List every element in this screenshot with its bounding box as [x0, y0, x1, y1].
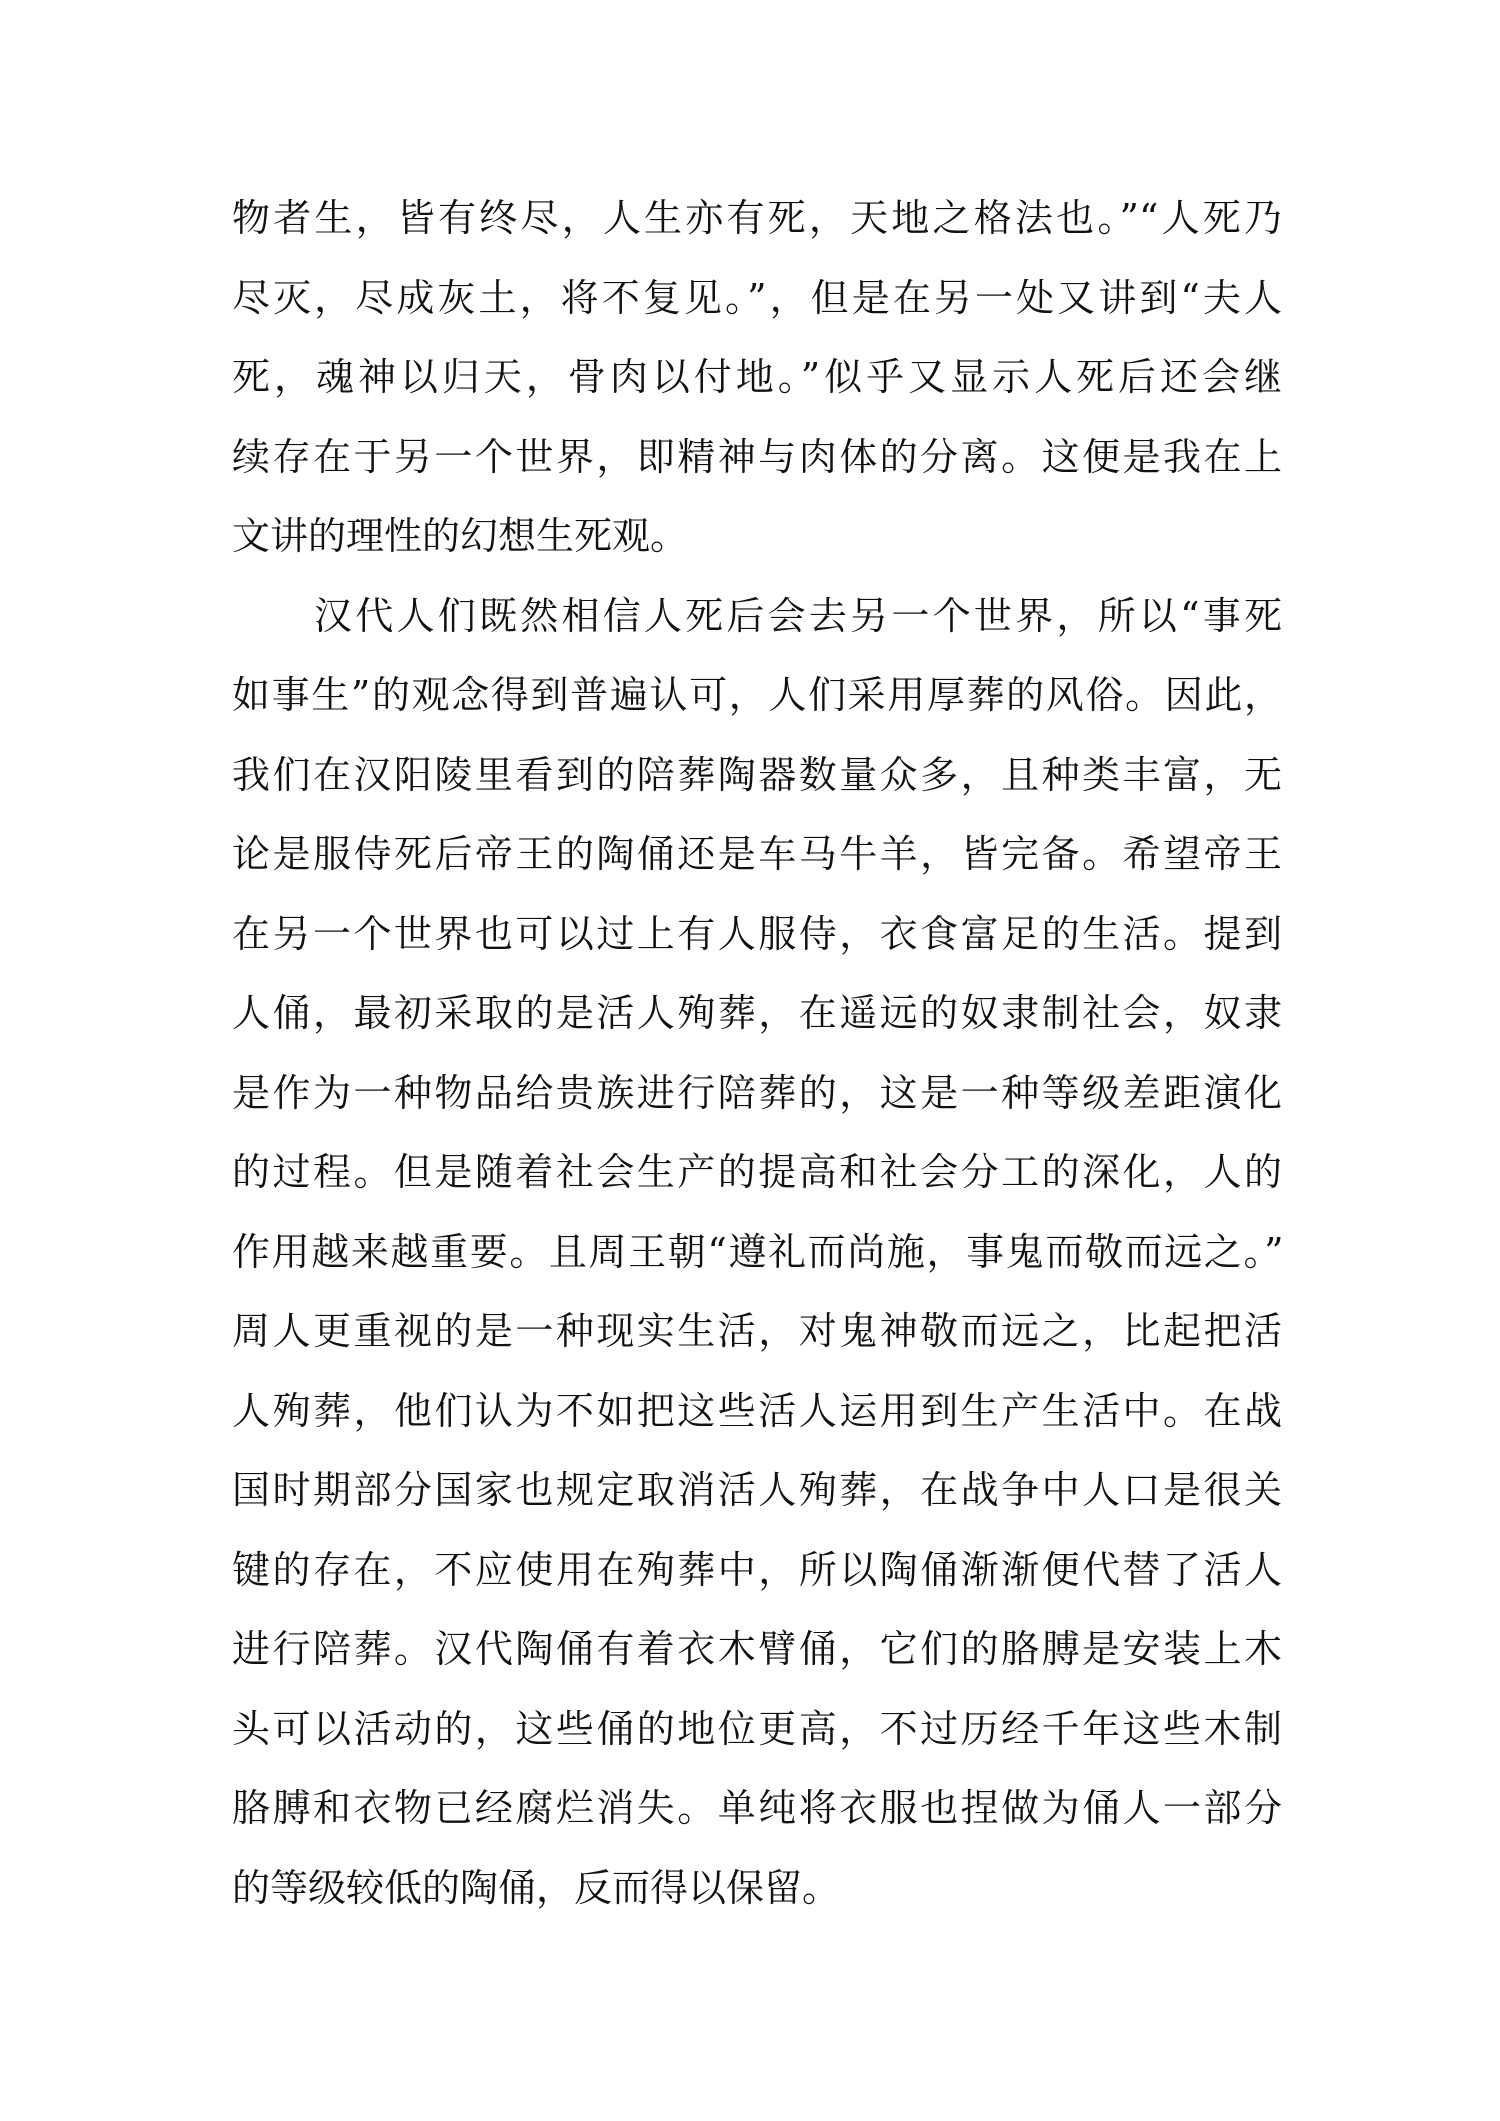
text-line: 死，魂神以归天，骨肉以付地。”似乎又显示人死后还会继 [232, 355, 1282, 399]
text-line: 胳膊和衣物已经腐烂消失。单纯将衣服也捏做为俑人一部分 [232, 1786, 1282, 1830]
text-line: 人俑，最初采取的是活人殉葬，在遥远的奴隶制社会，奴隶 [232, 991, 1282, 1035]
text-line: 人殉葬，他们认为不如把这些活人运用到生产生活中。在战 [232, 1388, 1282, 1433]
text-line: 键的存在，不应使用在殉葬中，所以陶俑渐渐便代替了活人 [232, 1547, 1282, 1592]
text-line: 论是服侍死后帝王的陶俑还是车马牛羊，皆完备。希望帝王 [232, 832, 1282, 876]
text-line: 汉代人们既然相信人死后会去另一个世界，所以“事死 [314, 593, 1282, 638]
text-line: 国时期部分国家也规定取消活人殉葬，在战争中人口是很关 [232, 1468, 1282, 1512]
text-line: 是作为一种物品给贵族进行陪葬的，这是一种等级差距演化 [232, 1070, 1282, 1115]
text-line: 物者生，皆有终尽，人生亦有死，天地之格法也。”“人死乃 [232, 196, 1282, 240]
text-line: 尽灭，尽成灰土，将不复见。”，但是在另一处又讲到“夫人 [232, 275, 1282, 320]
text-line: 我们在汉阳陵里看到的陪葬陶器数量众多，且种类丰富，无 [232, 752, 1282, 797]
text-line: 的过程。但是随着社会生产的提高和社会分工的深化，人的 [232, 1150, 1282, 1194]
text-line: 文讲的理性的幻想生死观。 [232, 514, 689, 558]
text-line: 在另一个世界也可以过上有人服侍，衣食富足的生活。提到 [232, 911, 1282, 956]
text-line: 如事生”的观念得到普遍认可，人们采用厚葬的风俗。因此， [232, 673, 1282, 717]
text-line: 作用越来越重要。且周王朝“遵礼而尚施，事鬼而敬而远之。” [232, 1229, 1282, 1274]
text-line: 续存在于另一个世界，即精神与肉体的分离。这便是我在上 [232, 434, 1282, 479]
paragraph-1 [232, 179, 1282, 577]
paragraph-2 [232, 577, 1282, 1929]
text-line: 头可以活动的，这些俑的地位更高，不过历经千年这些木制 [232, 1706, 1282, 1751]
text-line: 的等级较低的陶俑，反而得以保留。 [232, 1865, 841, 1910]
body-text [232, 179, 1282, 1928]
text-line: 周人更重视的是一种现实生活，对鬼神敬而远之，比起把活 [232, 1309, 1282, 1353]
text-line: 进行陪葬。汉代陶俑有着衣木臂俑，它们的胳膊是安装上木 [232, 1627, 1282, 1671]
